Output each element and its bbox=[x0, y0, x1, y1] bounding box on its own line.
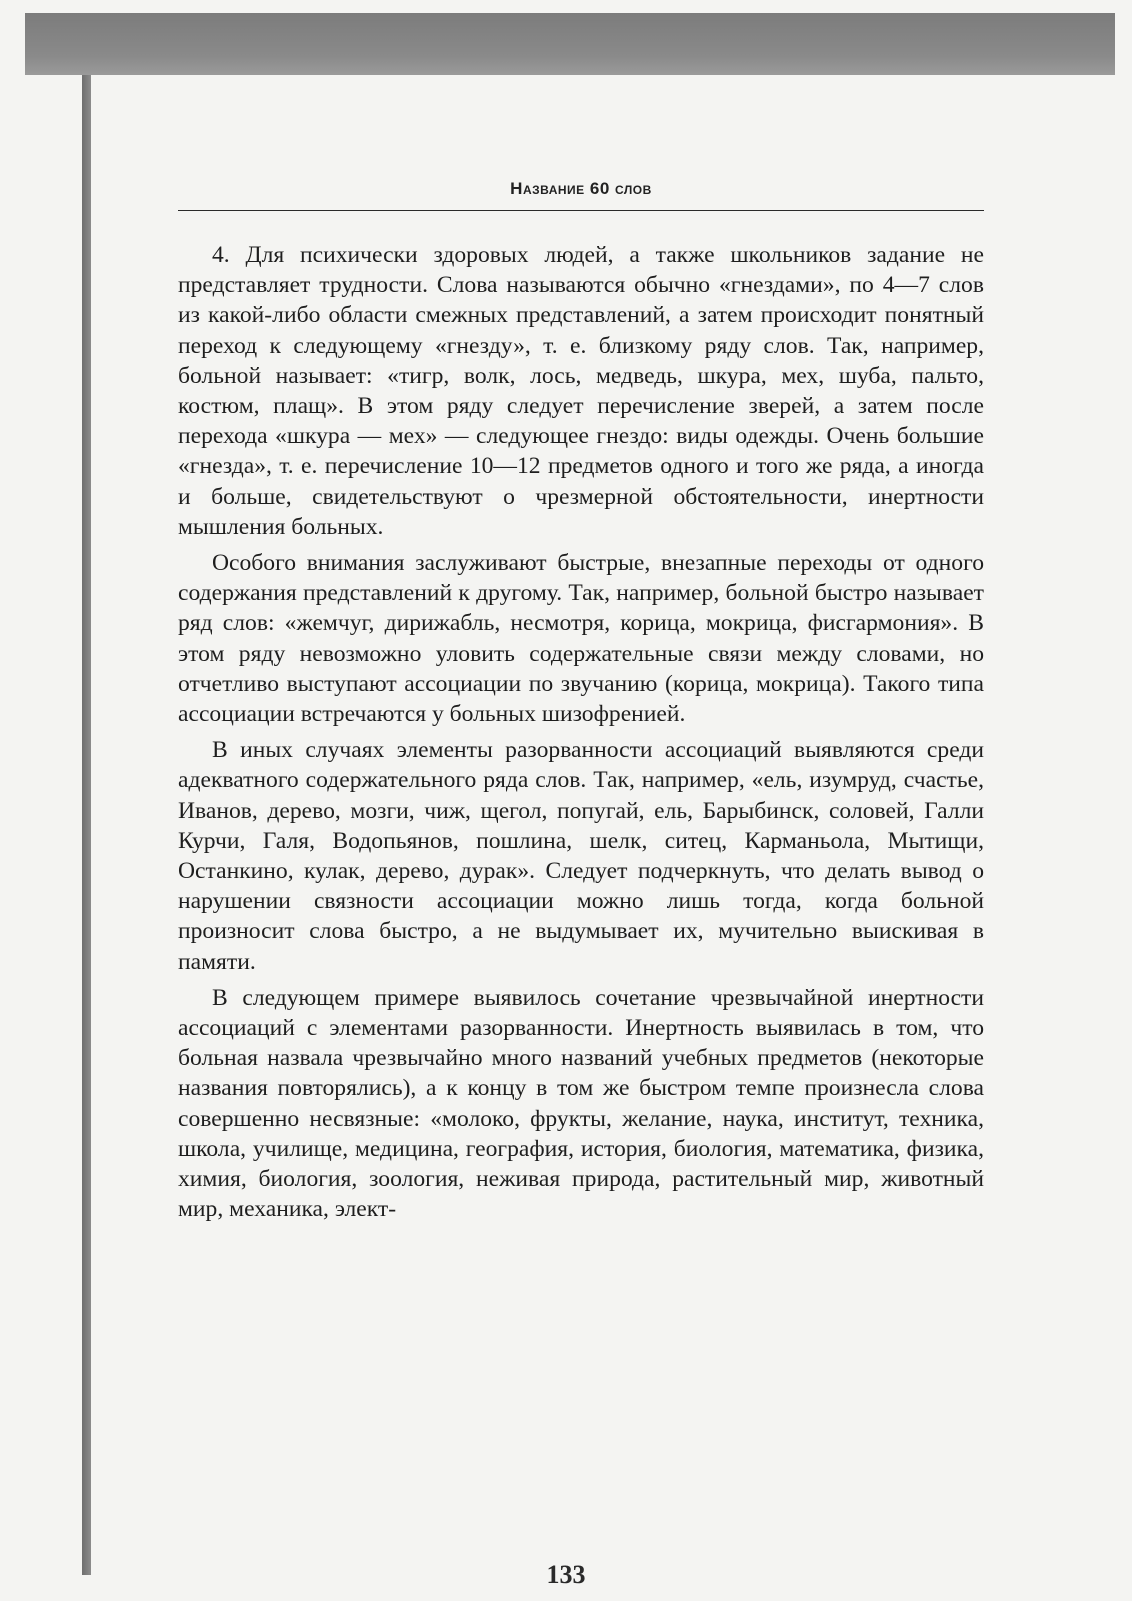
paragraph: В иных случаях элементы разорванности ассоциаций выявляются среди адекватного содержательного ряда слов. Так, например, «ель, изумруд, счастье, Иванов, дерево, мозги, чиж, щегол, попугай, ель, Барыбинск, соловей, Галли Курчи, Галя, Водопьянов, пошлина, шелк, ситец, Карманьола, Мытищи, Останкино, кулак, дерево, дурак». Следует подчеркнуть, что делать вывод о нарушении связности ассоциации можно лишь тогда, когда больной произносит слова быстро, а не выдумывает их, мучительно выискивая в памяти. bbox=[178, 737, 984, 975]
paragraph: 4. Для психически здоровых людей, а также школьников задание не представляет трудности. Слова называются обычно «гнездами», по 4—7 слов из какой-либо области смежных представлений, а затем происходит понятный переход к следующему «гнезду», т. е. близкому ряду слов. Так, например, больной называет: «тигр, волк, лось, медведь, шкура, мех, шуба, пальто, костюм, плащ». В этом ряду следует перечисление зверей, а затем после перехода «шкура — мех» — следующее гнездо: виды одежды. Очень большие «гнезда», т. е. перечисление 10—12 предметов одного и того же ряда, а иногда и больше, свидетельствуют о чрезмерной обстоятельности, инертности мышления больных. bbox=[178, 242, 984, 540]
binding-edge-rule bbox=[82, 75, 91, 1575]
page-number: 133 bbox=[546, 1560, 586, 1589]
running-title: Название 60 слов bbox=[510, 179, 652, 198]
body-text bbox=[178, 240, 984, 1231]
paragraph: В следующем примере выявилось сочетание чрезвычайной инертности ассоциаций с элементами разорванности. Инертность выявилась в том, что больная назвала чрезвычайно много названий учебных предметов (некоторые названия повторялись), а к концу в том же быстром темпе произнесла слова совершенно несвязные: «молоко, фрукты, желание, наука, институт, техника, школа, училище, медицина, география, история, биология, математика, физика, химия, биология, зоология, неживая природа, растительный мир, животный мир, механика, элект- bbox=[178, 984, 984, 1223]
page-header bbox=[178, 178, 984, 211]
scan-shadow-band bbox=[25, 13, 1115, 75]
paragraph: Особого внимания заслуживают быстрые, внезапные переходы от одного содержания представлений к другому. Так, например, больной быстро называет ряд слов: «жемчуг, дирижабль, несмотря, корица, мокрица, фисгармония». В этом ряду невозможно уловить содержательные связи между словами, но отчетливо выступают ассоциации по звучанию (корица, мокрица). Такого типа ассоциации встречаются у больных шизофренией. bbox=[178, 550, 984, 728]
